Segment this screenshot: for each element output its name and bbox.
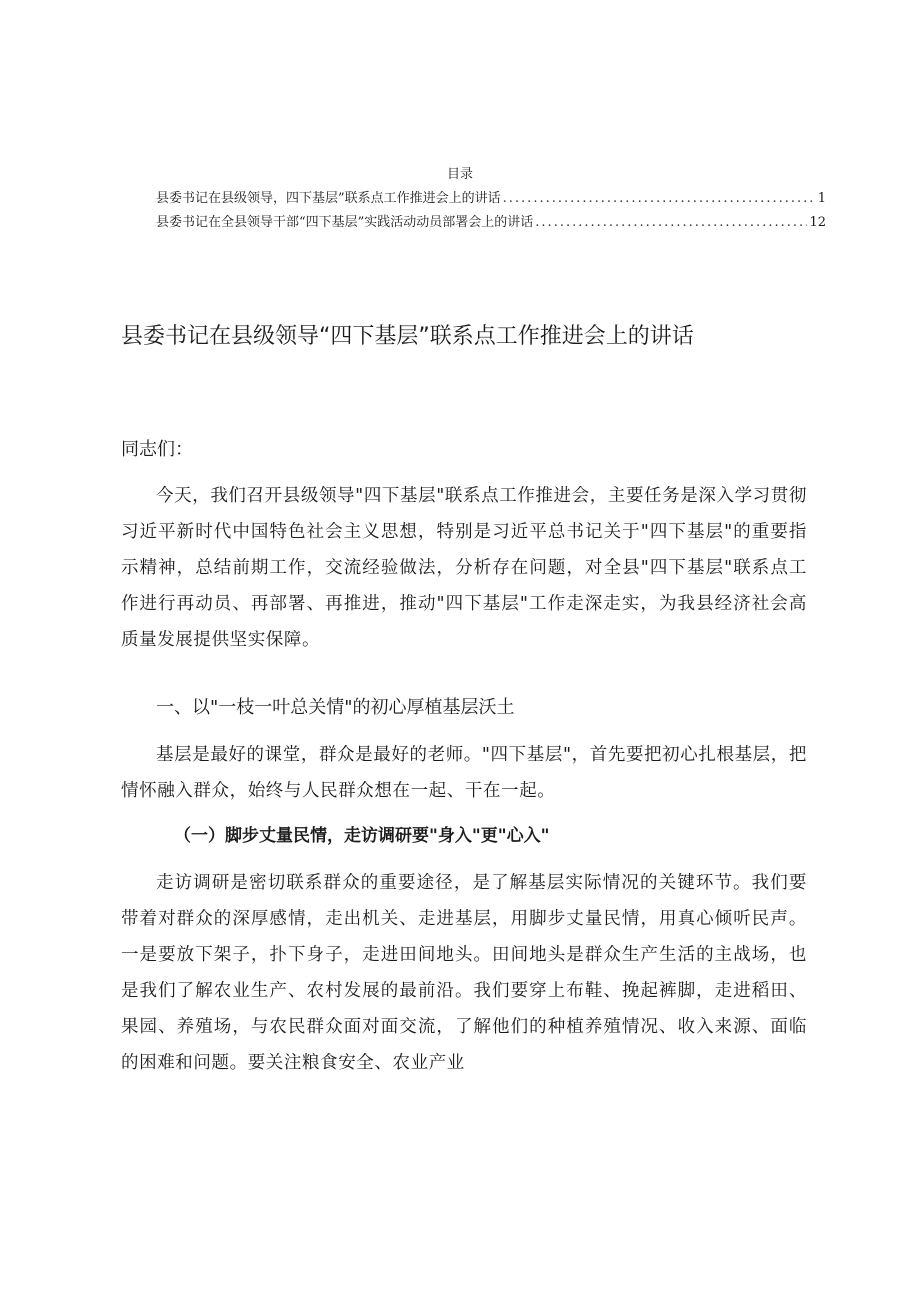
toc-entry[interactable] bbox=[156, 190, 826, 208]
toc-leader-dots bbox=[535, 214, 807, 232]
toc-entry-page: 1 bbox=[817, 191, 826, 206]
section-heading: 一、以"一枝一叶总关情"的初心厚植基层沃土 bbox=[156, 697, 515, 718]
toc-entry-text: 县委书记在县级领导，四下基层”联系点工作推进会上的讲话 bbox=[156, 191, 501, 206]
body-paragraph: 走访调研是密切联系群众的重要途径，是了解基层实际情况的关键环节。我们要带着对群众的深厚感情，走出机关、走进基层，用脚步丈量民情，用真心倾听民声。一是要放下架子，扑下身子，走进田间地头。田间地头是群众生产生活的主战场，也是我们了解农业生产、农村发展的最前沿。我们要穿上布鞋、挽起裤脚，走进稻田、果园、养殖场，与农民群众面对面交流，了解他们的种植养殖情况、收入来源、面临的困难和问题。要关注粮食安全、农业产业 bbox=[121, 873, 807, 1073]
toc-entry-page: 12 bbox=[809, 215, 826, 230]
document-title: 县委书记在县级领导“四下基层”联系点工作推进会上的讲话 bbox=[121, 324, 694, 349]
body-paragraph: 基层是最好的课堂，群众是最好的老师。"四下基层"，首先要把初心扎根基层，把情怀融入群众，始终与人民群众想在一起、干在一起。 bbox=[121, 745, 807, 801]
body-paragraph: 今天，我们召开县级领导"四下基层"联系点工作推进会，主要任务是深入学习贯彻习近平新时代中国特色社会主义思想，特别是习近平总书记关于"四下基层"的重要指示精神，总结前期工作，交流经验做法，分析存在问题，对全县"四下基层"联系点工作进行再动员、再部署、再推进，推动"四下基层"工作走深走实，为我县经济社会高质量发展提供坚实保障。 bbox=[121, 486, 807, 650]
toc-entry[interactable] bbox=[156, 214, 826, 232]
subsection-heading: （一）脚步丈量民情，走访调研要"身入"更"心入" bbox=[174, 826, 550, 846]
salutation: 同志们： bbox=[121, 439, 193, 460]
toc-title: 目录 bbox=[446, 167, 473, 182]
toc-leader-dots bbox=[503, 190, 816, 208]
toc-entry-text: 县委书记在全县领导干部“四下基层”实践活动动员部署会上的讲话 bbox=[156, 215, 534, 230]
